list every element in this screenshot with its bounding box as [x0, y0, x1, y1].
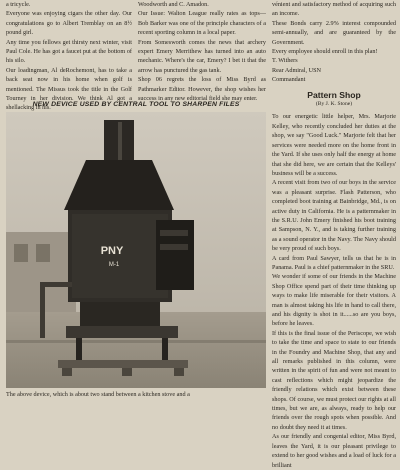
right-paragraph: These Bonds carry 2.9% interest compounded semi-annually, and are guaranteed by the Government. [272, 19, 396, 46]
middle-paragraph: From Somesworth comes the news that archery expert Emery Merrithew has turned into an auto mechanic. Where's the car, Emery? I bet it that the arrow has punctured the gas tank. [138, 38, 266, 74]
photo-caption: NEW DEVICE USED BY CENTRAL TOOL TO SHARPEN FILES [32, 101, 240, 108]
photo-story-fragment: The above device, which is about two stand between a kitchen stove and a [6, 391, 190, 398]
machine-label-line1: PNY [100, 245, 124, 257]
signature-title: Rear Admiral, USN [272, 66, 321, 74]
signature-role: Commandant [272, 76, 306, 84]
section-paragraph: We wonder if some of our friends in the Machine Shop Office spend part of their time thinking up ways to make life miserable for their visitors. A man is almost taking his life in hand to call there, and his dignity is shot in it......so are you boys, before he leaves. [272, 273, 396, 328]
section-paragraph: If this is the final issue of the Periscope, we wish to take the time and space to state to our friends in the Foundry and Machine Shop, that any and all remarks published in this column, were written in the spirit of fun and were not meant to cast reflections which might jeopardize the friendly relations which exist between these shops. Of course, we must protect our rights at all times, but we are, as always, ready to help our friends over the rough spots when possible. And no doubt they need it at times. [272, 329, 396, 431]
middle-column [138, 0, 266, 103]
left-paragraph: Our loadingman, Al deRochemont, has to take a back seat now in his home when golf is mentioned. The Missus took the title in the Golf Tourney in her division. We think Al got a shellacking in his. [6, 66, 132, 112]
section-paragraph: A card from Paul Sawyer, tells us that he is in Panama. Paul is a chief patternmaker in the SRU. [272, 254, 396, 271]
section-title: Pattern Shop [307, 89, 361, 100]
machine-label-line2: M-1 [108, 262, 120, 268]
left-paragraph: Everyone was enjoying cigars the other day. Our congratulations go to Albert Tremblay on an 8½ pound girl. [6, 10, 132, 37]
file-sharpener-photo [6, 112, 266, 388]
right-paragraph: Every employee should enroll in this plan! [272, 48, 378, 56]
middle-paragraph: Our Issue: Walton League really rates as tops—Bob Barker was one of the principle characters of a recent sporting column in a local paper. [138, 10, 266, 37]
left-paragraph: a tricycle. [6, 1, 31, 8]
right-paragraph: vénient and satisfactory method of acquiring such an income. [272, 1, 396, 18]
right-column [272, 0, 396, 470]
section-paragraph: A recent visit from two of our boys in the service was a pleasant surprise. Flash Patterson, who completed boot training at Bainbridge, Md., is on active duty in California. He is a patternmaker in the S.R.U. John Emery finished his boot training at Sampson, N. Y., and is taking further training as a sound operator in the Navy. The Navy should be very proud of such boys. [272, 179, 396, 253]
left-paragraph: Any time you fellows get thirsty next winter, visit Paul Cole. He has got a faucet put at the bottom of his silo. [6, 38, 132, 65]
section-paragraph: To our energetic little helper, Mrs. Marjorie Kelley, who recently concluded her duties at the shop, we say "Good Luck." Marjorie felt that her services were needed more on the home front in the Yard. If she uses only half the energy at home that she did here, we are certain that the Kelleys' business will be a success. [272, 113, 396, 177]
section-paragraph: As our friendly and congenial editor, Miss Byrd, leaves the Yard, it is our pleasant privilege to extend to her good wishes and a load of luck for a brilliant [272, 433, 396, 469]
middle-paragraph: Woodworth and C. Amadon. [138, 1, 209, 8]
middle-paragraph: Shop 06 regrets the loss of Miss Byrd as Pathmarker Editor. However, the shop wishes her success in any new editorial field she may enter. [138, 76, 266, 103]
signature-name: T. Withers [272, 57, 298, 65]
section-byline: (By J. K. Stone) [315, 101, 353, 108]
machine-illustration [6, 112, 266, 388]
